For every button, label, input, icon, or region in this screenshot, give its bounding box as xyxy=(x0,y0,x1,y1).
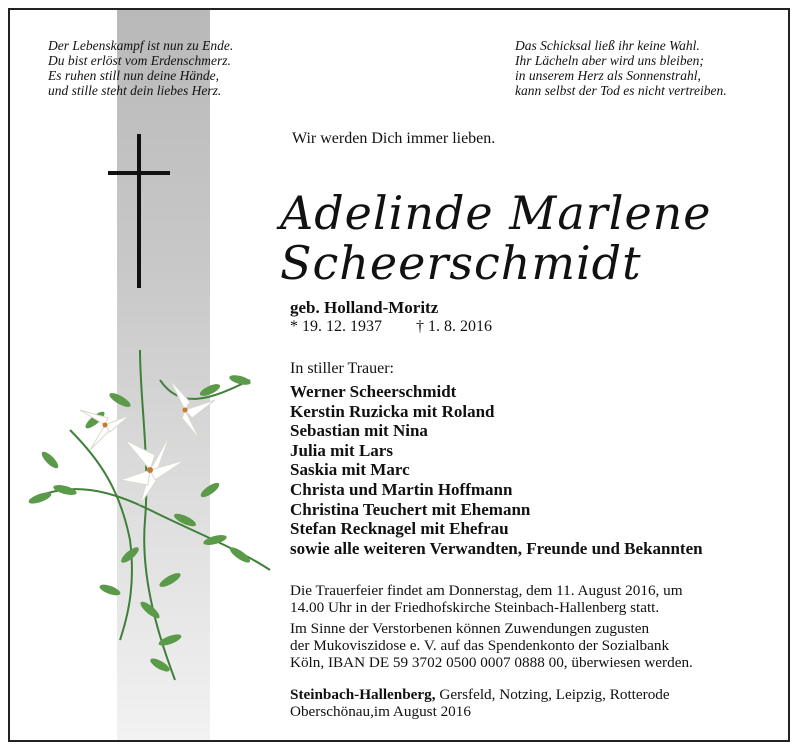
life-dates xyxy=(290,318,492,336)
mourner-name: Julia mit Lars xyxy=(290,440,393,460)
mourner-name: sowie alle weiteren Verwandten, Freunde und Bekannten xyxy=(290,538,703,558)
mourner-name: Christa und Martin Hoffmann xyxy=(290,479,513,499)
death-date: † 1. 8. 2016 xyxy=(416,318,492,335)
poem-line: Der Lebenskampf ist nun zu Ende. xyxy=(48,38,234,53)
birth-name: geb. Holland-Moritz xyxy=(290,298,439,317)
donation-line: der Mukoviszidose e. V. auf das Spendenkonto der Sozialbank xyxy=(290,636,670,654)
poem-line: in unserem Herz als Sonnenstrahl, xyxy=(515,68,701,83)
mourner-name: Werner Scheerschmidt xyxy=(290,382,457,401)
funeral-line: Die Trauerfeier findet am Donnerstag, dem 11. August 2016, um xyxy=(290,582,683,599)
deceased-first-names: Adelinde Marlene xyxy=(280,186,712,240)
closing-other-places: Gersfeld, Notzing, Leipzig, Rotterode xyxy=(435,686,670,703)
funeral-line: 14.00 Uhr in der Friedhofskirche Steinbach-Hallenberg statt. xyxy=(290,598,660,616)
mourners-list xyxy=(290,382,703,558)
funeral-notice xyxy=(290,583,683,617)
mourner-name: Stefan Recknagel mit Ehefrau xyxy=(290,519,509,539)
motto: Wir werden Dich immer lieben. xyxy=(292,130,496,147)
poem-line: Ihr Lächeln aber wird uns bleiben; xyxy=(515,53,704,68)
deceased-surname: Scheerschmidt xyxy=(280,236,642,290)
poem-line: Das Schicksal ließ ihr keine Wahl. xyxy=(515,38,700,53)
cross-icon xyxy=(108,134,170,288)
closing-date-line: Oberschönau,im August 2016 xyxy=(290,702,471,720)
lily-flowers-icon xyxy=(10,340,280,685)
closing-places xyxy=(290,687,670,721)
donation-line: Im Sinne der Verstorbenen können Zuwendungen zugusten xyxy=(290,620,650,637)
poem-line: Du bist erlöst vom Erdenschmerz. xyxy=(48,53,231,68)
poem-right xyxy=(515,38,727,98)
poem-line: und stille steht dein liebes Herz. xyxy=(48,83,222,98)
mourning-title: In stiller Trauer: xyxy=(290,360,394,377)
mourner-name: Kerstin Ruzicka mit Roland xyxy=(290,401,495,421)
birth-date: * 19. 12. 1937 xyxy=(290,318,382,335)
poem-left xyxy=(48,38,233,98)
donation-line: Köln, IBAN DE 59 3702 0500 0007 0888 00, überwiesen werden. xyxy=(290,653,693,671)
donation-notice xyxy=(290,621,693,671)
poem-line: kann selbst der Tod es nicht vertreiben. xyxy=(515,83,727,98)
poem-line: Es ruhen still nun deine Hände, xyxy=(48,68,219,83)
closing-main-place: Steinbach-Hallenberg, xyxy=(290,686,436,703)
mourner-name: Sebastian mit Nina xyxy=(290,421,428,441)
mourner-name: Christina Teuchert mit Ehemann xyxy=(290,499,531,519)
mourner-name: Saskia mit Marc xyxy=(290,460,410,480)
obituary-frame xyxy=(8,8,790,742)
